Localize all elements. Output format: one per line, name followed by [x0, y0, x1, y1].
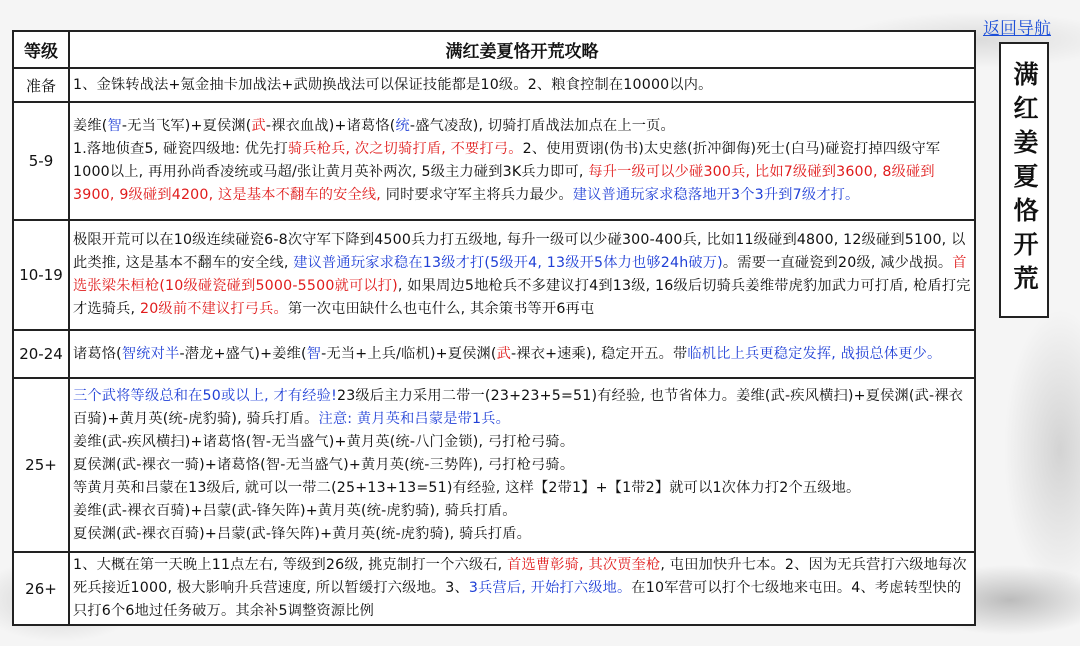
row-content	[69, 220, 975, 330]
text-segment: 第一次屯田缺什么也屯什么, 其余策书等开6再屯	[287, 301, 595, 317]
text-segment: 20级前不建议打弓兵。	[139, 301, 288, 317]
row-content	[69, 552, 975, 625]
text-segment: 等黄月英和吕蒙在13级后, 就可以一带二(25+13+13=51)有经验, 这样【2带1】+【1带2】就可以1次体力打2个五级地。	[73, 479, 861, 496]
table-row	[13, 102, 975, 220]
text-segment: 注意: 黄月英和吕蒙是带1兵。	[318, 410, 511, 427]
side-title-text: 满红姜夏恪开荒	[1010, 61, 1039, 299]
text-segment: 23级后主力采用二带一(23+23+5=51)有经验, 也节省体力。姜维(武-疾风横扫)+夏侯渊(武-裸衣百骑)+黄月英(统-虎豹骑), 骑兵打盾。	[73, 387, 964, 427]
text-segment: -无当+上兵/临机)+夏侯渊(	[321, 345, 497, 362]
text-segment: 智统对半	[121, 345, 180, 362]
row-level: 20-24	[13, 330, 69, 378]
row-level: 准备	[13, 68, 69, 102]
text-segment: 姜维(武-裸衣百骑)+吕蒙(武-锋矢阵)+黄月英(统-虎豹骑), 骑兵打盾。	[73, 502, 517, 519]
table-row	[13, 220, 975, 330]
text-segment: 智	[306, 345, 322, 362]
text-segment: -无当飞军)+夏侯渊(	[121, 118, 252, 134]
text-segment: 每升一级可以少碰300兵, 比如7级碰到3600, 8级碰到3900, 9级碰到4200, 这是基本不翻车的安全线,	[73, 164, 935, 203]
strategy-table	[12, 30, 976, 626]
row-level: 5-9	[13, 102, 69, 220]
text-segment: 1、大概在第一天晚上11点左右, 等级到26级, 挑克制打一个六级石,	[73, 557, 508, 573]
text-segment: 同时要求守军主将兵力最少。	[385, 187, 573, 203]
text-segment: 首选张梁朱桓枪(10级碰瓷碰到5000-5500就可以打)	[73, 255, 967, 294]
text-segment: 临机比上兵更稳定发挥, 战损总体更少。	[687, 345, 942, 362]
row-content	[69, 378, 975, 552]
table-row	[13, 68, 975, 102]
table-row	[13, 330, 975, 378]
text-segment: 极限开荒可以在10级连续碰瓷6-8次守军下降到4500兵力打五级地, 每升一级可以少碰300-400兵, 比如11级碰到4800, 12级碰到5100, 以此类推, 这是基本不翻车的安全线,	[73, 232, 966, 271]
text-segment: 首选曹彰骑, 其次贾奎枪	[507, 557, 661, 573]
text-segment: 在10军营可以打个七级地来屯田。4、考虑转型快的只打6个6地过任务破万。其余补5调整资源比例	[73, 580, 962, 619]
side-title-box	[999, 42, 1049, 318]
header-level: 等级	[13, 31, 69, 68]
row-content	[69, 68, 975, 102]
table-row	[13, 552, 975, 625]
row-content	[69, 102, 975, 220]
row-level: 10-19	[13, 220, 69, 330]
text-segment: 诸葛恪(	[73, 345, 122, 362]
text-segment: 建议普通玩家求稳落地开3个3升到7级才打。	[572, 187, 860, 203]
text-segment: , 如果周边5地枪兵不多建议打4到13级, 16级后切骑兵姜维带虎豹加武力可打盾, 枪盾打完才选骑兵,	[73, 278, 971, 317]
row-level: 25+	[13, 378, 69, 552]
text-segment: 姜维(武-疾风横扫)+诸葛恪(智-无当盛气)+黄月英(统-八门金锁), 弓打枪弓骑。	[73, 433, 575, 450]
row-level: 26+	[13, 552, 69, 625]
text-segment: 姜维(	[73, 118, 108, 134]
text-segment: , 屯田加快升七本。2、因为无兵营打六级地每次死兵接近1000, 极大影响升兵营速度, 所以暂缓打六级地。3、	[73, 557, 967, 596]
text-segment: 1.落地侦查5, 碰瓷四级地: 优先打	[73, 141, 288, 157]
text-segment: -潜龙+盛气)+姜维(	[179, 345, 307, 362]
text-segment: 2、使用贾诩(伪书)太史慈(折冲御侮)死士(白马)碰瓷打掉四级守军1000以上, 再用孙尚香凌统或马超/张让黄月英补两次, 5级主力碰到3K兵力即可,	[73, 141, 941, 180]
text-segment: 建议普通玩家求稳在13级才打(5级开4, 13级开5体力也够24h破万)	[293, 255, 723, 271]
text-segment: 统	[395, 118, 410, 134]
text-segment: 夏侯渊(武-裸衣百骑)+吕蒙(武-锋矢阵)+黄月英(统-虎豹骑), 骑兵打盾。	[73, 525, 532, 542]
text-segment: 骑兵枪兵, 次之切骑打盾, 不要打弓。	[287, 141, 523, 157]
text-segment: 1、金铢转战法+氪金抽卡加战法+武勋换战法可以保证技能都是10级。2、粮食控制在10000以内。	[73, 76, 713, 93]
text-segment: 3兵营后, 开始打六级地。	[468, 580, 632, 596]
header-title: 满红姜夏恪开荒攻略	[69, 31, 975, 68]
text-segment: -裸衣+速乘), 稳定开五。带	[510, 345, 688, 362]
text-segment: 武	[496, 345, 511, 362]
text-segment: 三个武将等级总和在50或以上, 才有经验!	[73, 387, 337, 404]
text-segment: -盛气凌敌), 切骑打盾战法加点在上一页。	[409, 118, 675, 134]
row-content	[69, 330, 975, 378]
text-segment: 智	[107, 118, 122, 134]
table-header-row	[13, 31, 975, 68]
table-row	[13, 378, 975, 552]
back-to-nav-link[interactable]: 返回导航	[983, 19, 1051, 39]
text-segment: 夏侯渊(武-裸衣一骑)+诸葛恪(智-无当盛气)+黄月英(统-三势阵), 弓打枪弓骑。	[73, 456, 575, 473]
text-segment: 。需要一直碰瓷到20级, 减少战损。	[722, 255, 953, 271]
text-segment: -裸衣血战)+诸葛恪(	[265, 118, 396, 134]
text-segment: 武	[251, 118, 266, 134]
